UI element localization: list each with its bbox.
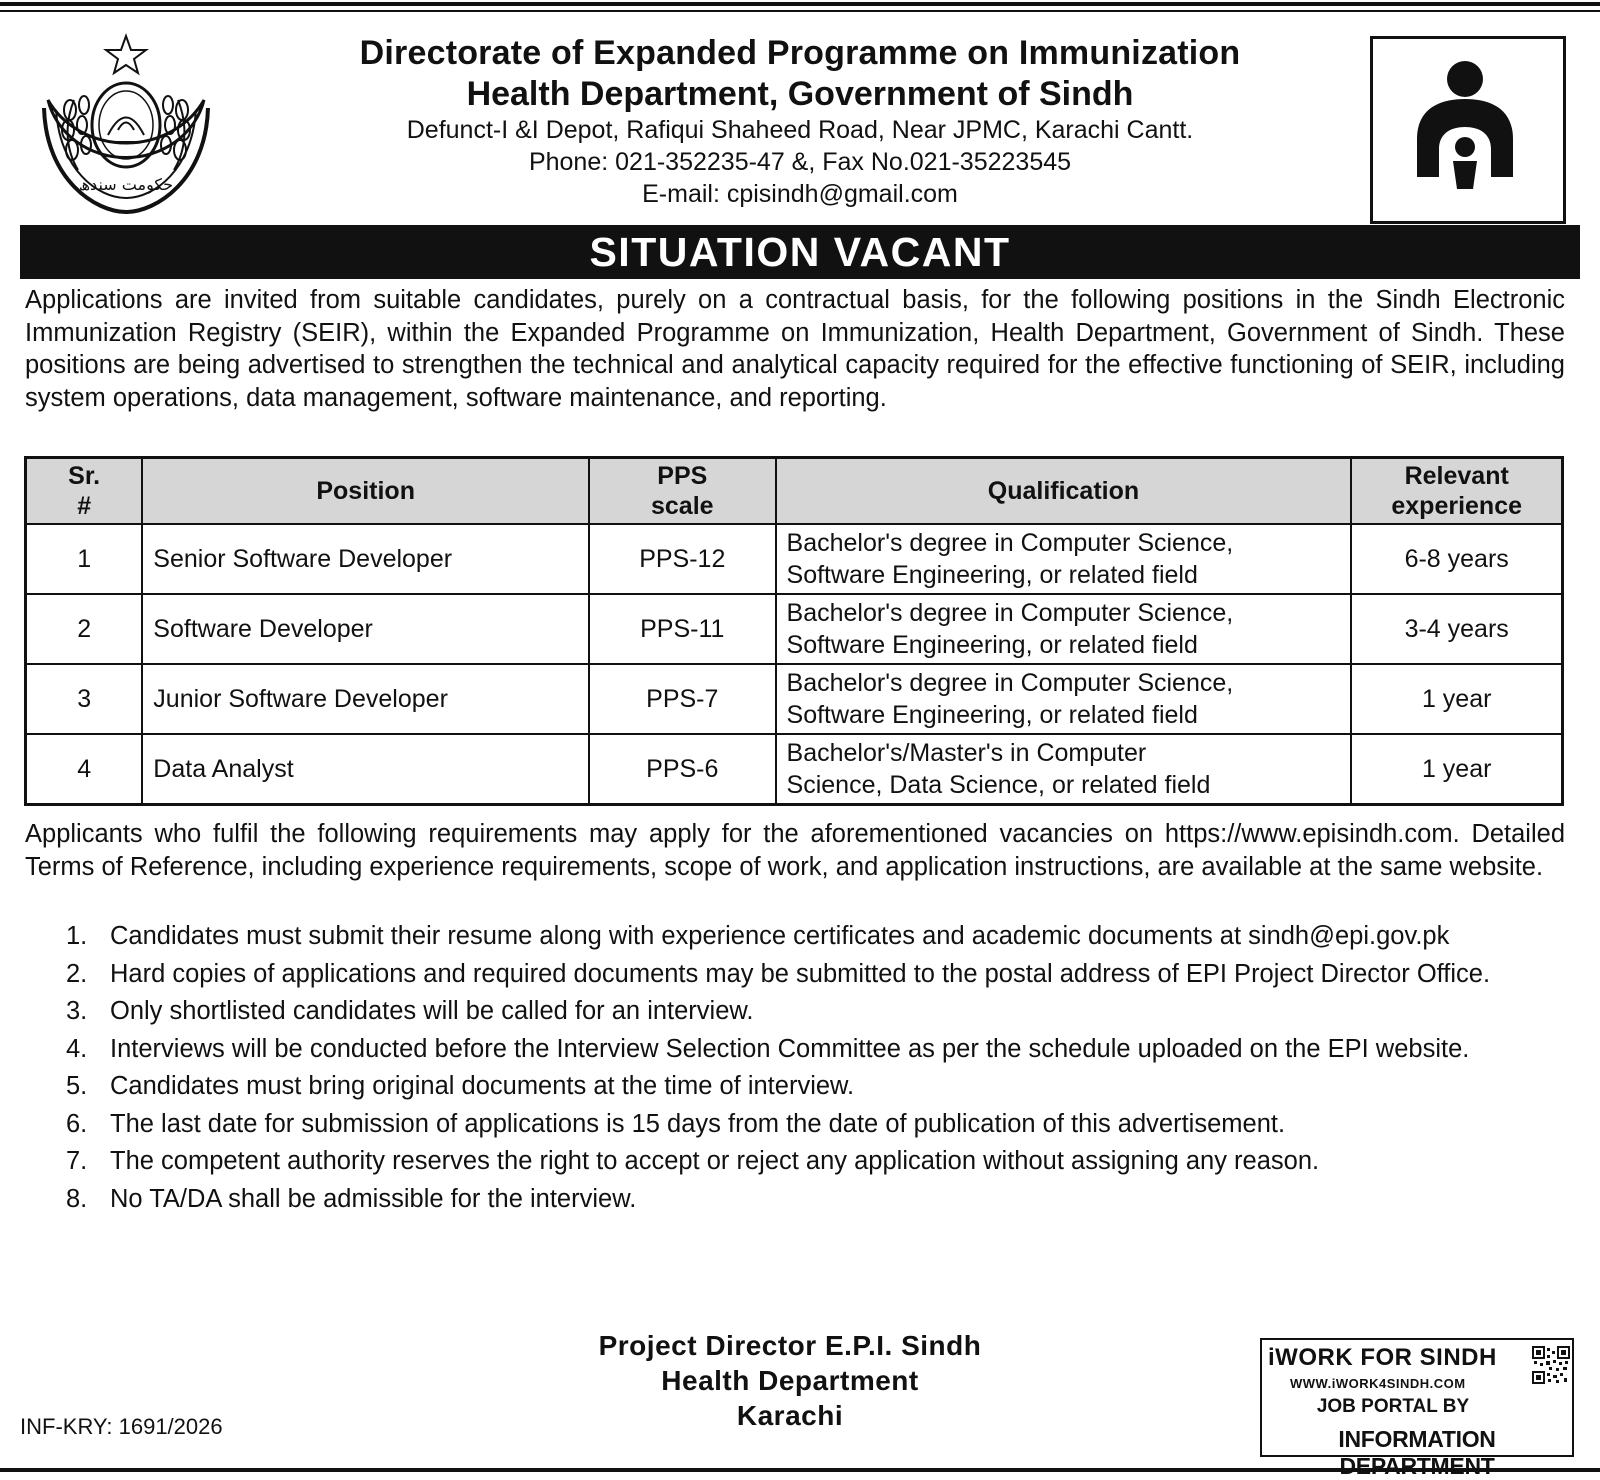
header-pps (589, 458, 775, 525)
header-experience (1351, 458, 1562, 525)
intro-paragraph: Applications are invited from suitable candidates, purely on a contractual basis, for the following positions in the Sindh Electronic Immunization Registry (SEIR), within the Expanded Programme on Immunization, Health Department, Government of Sindh. These positions are being advertised to strengthen the technical and analytical capacity required for the effective functioning of SEIR, including system operations, data management, software maintenance, and reporting. (25, 286, 1565, 412)
cell-qualification (776, 664, 1352, 734)
header-sr (26, 458, 143, 525)
cell-sr: 1 (26, 524, 143, 594)
qr-code-icon (1532, 1346, 1570, 1384)
item-number: 1. (66, 922, 88, 950)
header-pps-line2: scale (651, 492, 714, 520)
org-name-line1: Directorate of Expanded Programme on Immunization (359, 34, 1241, 72)
cell-qualification (776, 524, 1352, 594)
portal-url: WWW.iWORK4SINDH.COM (1290, 1376, 1466, 1391)
cell-qualification (776, 594, 1352, 664)
portal-job-portal: JOB PORTAL BY (1316, 1396, 1470, 1417)
item-number: 6. (66, 1109, 88, 1138)
item-number: 3. (66, 997, 88, 1025)
email: E-mail: cpisindh@gmail.com (642, 180, 958, 208)
cell-pps: PPS-6 (589, 734, 775, 805)
table-row (26, 594, 1563, 664)
list-item (66, 1033, 1565, 1066)
cell-experience: 3-4 years (1351, 594, 1562, 664)
cell-position: Senior Software Developer (142, 524, 589, 594)
sindh-government-emblem-icon (26, 30, 226, 220)
cell-pps: PPS-11 (589, 594, 775, 664)
cell-sr: 2 (26, 594, 143, 664)
emblem-text: حکومت سندھ (78, 175, 174, 194)
org-name-line2: Health Department, Government of Sindh (466, 75, 1134, 113)
vacancy-table (24, 456, 1564, 806)
cell-position: Data Analyst (142, 734, 589, 805)
qual-line2: Software Engineering, or related field (786, 631, 1198, 659)
cell-position: Junior Software Developer (142, 664, 589, 734)
job-portal-box (1260, 1338, 1574, 1479)
qual-line1: Bachelor's degree in Computer Science, (786, 669, 1234, 697)
qual-line1: Bachelor's/Master's in Computer (786, 739, 1147, 767)
portal-brand: iWORK FOR SINDH (1268, 1344, 1497, 1371)
header-exp-line1: Relevant (1404, 462, 1509, 490)
qual-line1: Bachelor's degree in Computer Science, (786, 599, 1234, 627)
epi-logo-box (1370, 36, 1566, 224)
list-item (66, 1108, 1565, 1141)
list-item (66, 1183, 1565, 1216)
item-text: Hard copies of applications and required documents may be submitted to the postal address of EPI Project Director Office. (110, 959, 1491, 988)
requirements-list (0, 920, 1565, 1220)
signature-line1: Project Director E.P.I. Sindh (598, 1330, 982, 1361)
item-number: 4. (66, 1034, 88, 1063)
item-number: 8. (66, 1184, 88, 1213)
table-header-row (26, 458, 1563, 525)
top-border-inner (0, 10, 1600, 12)
signature-line2: Health Department (661, 1365, 919, 1396)
header (250, 32, 1350, 210)
qual-line1: Bachelor's degree in Computer Science, (786, 529, 1234, 557)
table-row (26, 734, 1563, 805)
item-number: 5. (66, 1072, 88, 1100)
cell-sr: 3 (26, 664, 143, 734)
cell-experience: 6-8 years (1351, 524, 1562, 594)
list-item (66, 920, 1565, 953)
situation-vacant-banner: SITUATION VACANT (20, 225, 1580, 279)
header-sr-line1: Sr. (68, 462, 101, 490)
cell-qualification (776, 734, 1352, 805)
portal-department: INFORMATION DEPARTMENT (1338, 1426, 1496, 1479)
top-border (0, 2, 1600, 6)
list-item (66, 1070, 1565, 1103)
cell-pps: PPS-7 (589, 664, 775, 734)
header-pps-line1: PPS (657, 462, 708, 490)
list-item (66, 1145, 1565, 1178)
qual-line2: Software Engineering, or related field (786, 561, 1198, 589)
applicants-paragraph: Applicants who fulfil the following requirements may apply for the aforementioned vacancies on https://www.episindh.com. Detailed Terms of Reference, including experience requirements, scope of work, and application instructions, are available at the same website. (25, 820, 1565, 881)
header-sr-line2: # (77, 492, 92, 520)
table-row (26, 524, 1563, 594)
cell-position: Software Developer (142, 594, 589, 664)
header-exp-line2: experience (1391, 492, 1523, 520)
item-text: Candidates must submit their resume along with experience certificates and academic documents at sindh@epi.gov.pk (110, 922, 1450, 950)
qual-line2: Software Engineering, or related field (786, 701, 1198, 729)
qual-line2: Science, Data Science, or related field (786, 771, 1211, 799)
item-text: Interviews will be conducted before the Interview Selection Committee as per the schedule uploaded on the EPI website. (110, 1034, 1470, 1063)
item-number: 2. (66, 959, 88, 988)
list-item (66, 995, 1565, 1028)
item-text: No TA/DA shall be admissible for the interview. (110, 1184, 637, 1213)
header-position: Position (142, 458, 589, 525)
item-text: Candidates must bring original documents at the time of interview. (110, 1072, 855, 1100)
table-row (26, 664, 1563, 734)
signature-line3: Karachi (736, 1400, 844, 1431)
epi-mother-child-logo-icon (1373, 39, 1557, 215)
cell-experience: 1 year (1351, 734, 1562, 805)
cell-pps: PPS-12 (589, 524, 775, 594)
item-number: 7. (66, 1147, 88, 1175)
item-text: The competent authority reserves the right to accept or reject any application without assigning any reason. (110, 1147, 1320, 1175)
cell-experience: 1 year (1351, 664, 1562, 734)
item-text: The last date for submission of applications is 15 days from the date of publication of this advertisement. (110, 1109, 1286, 1138)
cell-sr: 4 (26, 734, 143, 805)
list-item (66, 958, 1565, 991)
reference-number: INF-KRY: 1691/2026 (20, 1414, 223, 1439)
phone: Phone: 021-352235-47 &, Fax No.021-35223545 (528, 148, 1072, 176)
item-text: Only shortlisted candidates will be called for an interview. (110, 997, 754, 1025)
signature-block (520, 1328, 1060, 1433)
header-qualification: Qualification (776, 458, 1352, 525)
address: Defunct-I &I Depot, Rafiqui Shaheed Road, Near JPMC, Karachi Cantt. (406, 116, 1194, 144)
